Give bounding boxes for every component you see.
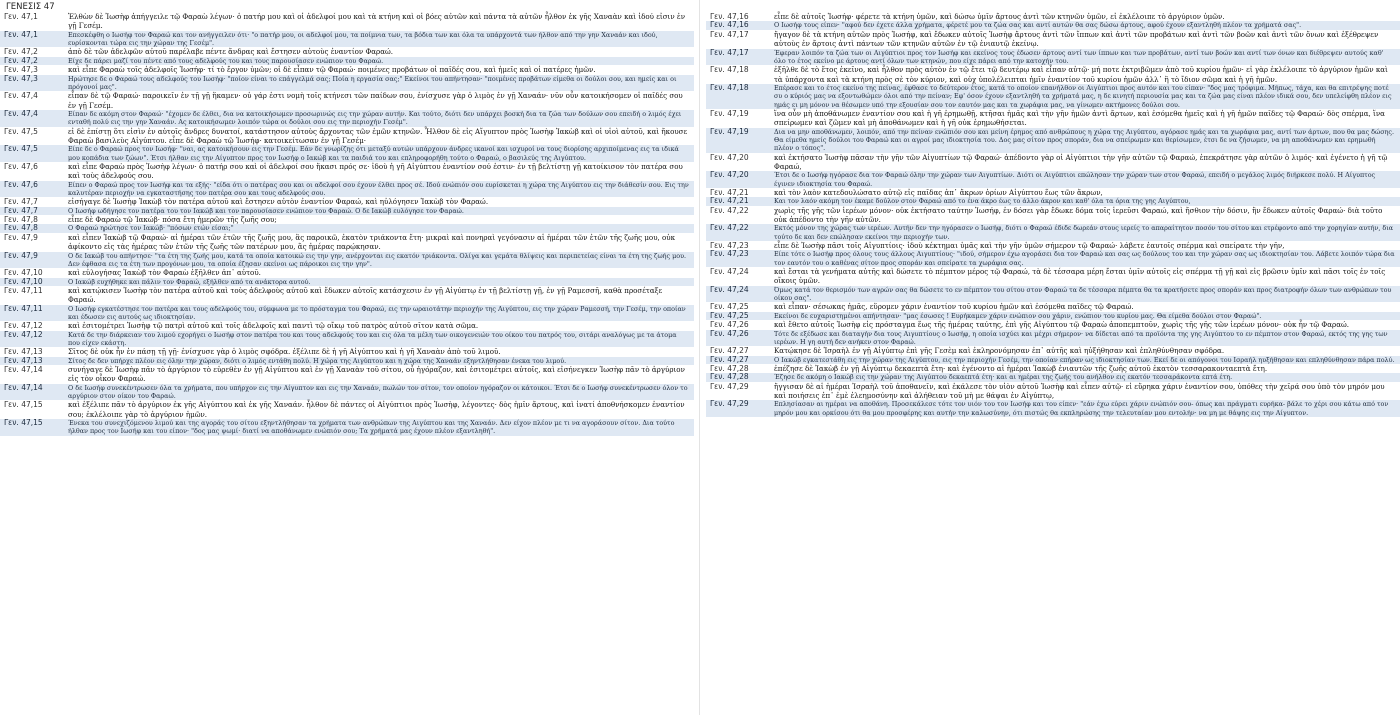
verse-text-modern: Είπε τότε ο Ιωσήφ προς όλους τους άλλους Αιγυπτίους· "ιδού, σήμερον έχω αγοράσει δια τον Φαραώ και σας ως δούλους του και την χώραν σας ως ιδιοκτησίαν του. Λάβετε λοιπόν τώρα δια τον εαυτόν του ο καθένας σίτον προς σποράν και σπείρατε τα χωράφια σας. <box>774 250 1395 267</box>
verse-reference: Γεν. 47,7 <box>4 205 38 215</box>
verse-row-modern <box>0 384 694 401</box>
verse-column-left <box>0 12 694 436</box>
verse-row-modern <box>0 181 694 198</box>
verse-row-ancient <box>0 162 694 181</box>
verse-row-modern <box>0 207 694 215</box>
verse-reference: Γεν. 47,12 <box>4 321 43 331</box>
verse-text-ancient: καὶ ἔσται τὰ γενήματα αὐτῆς καὶ δώσετε τὸ πέμπτον μέρος τῷ Φαραώ, τὰ δὲ τέσσαρα μέρη ἔσται ὑμῖν αὐτοῖς εἰς σπέρμα τῇ γῇ καὶ εἰς βρῶσιν ὑμῖν καὶ πᾶσι τοῖς ἐν τοῖς οἴκοις ὑμῶν. <box>774 267 1386 286</box>
verse-row-ancient <box>0 321 694 330</box>
verse-row-ancient <box>0 365 694 384</box>
verse-row-ancient <box>0 286 694 305</box>
verse-reference: Γεν. 47,28 <box>710 372 749 382</box>
verse-reference: Γεν. 47,17 <box>710 47 749 57</box>
verse-reference: Γεν. 47,8 <box>4 215 38 225</box>
verse-reference: Γεν. 47,19 <box>710 108 749 118</box>
verse-reference: Γεν. 47,15 <box>4 400 43 410</box>
verse-row-modern <box>706 197 1400 205</box>
verse-text-ancient: καὶ εὐλογήσας Ἰακὼβ τὸν Φαραὼ ἐξῆλθεν ἀπ᾿ αὐτοῦ. <box>68 268 261 278</box>
verse-text-modern: Εκτός μόνον της χώρας των ιερέων. Αυτήν δεν την ηγόρασεν ο Ιωσήφ, διότι ο Φαραώ έδιδε δωρεάν στους ιερείς το απαραίτητον ποσόν του σίτου και ετρέφοντο από την χορηγίαν αυτήν, δια τούτο δε και δεν επώλησαν εκείνοι την περιοχήν των. <box>774 224 1394 241</box>
verse-reference: Γεν. 47,20 <box>710 152 749 162</box>
verse-row-ancient <box>706 206 1400 225</box>
verse-text-ancient: καὶ εἶπε Φαραὼ τοῖς ἀδελφοῖς Ἰωσήφ· τί τὸ ἔργον ὑμῶν; οἱ δὲ εἶπαν τῷ Φαραώ· ποιμένες προβάτων οἱ παῖδές σου, καὶ ἡμεῖς καὶ οἱ πατέρες ἡμῶν. <box>68 65 596 75</box>
verse-reference: Γεν. 47,21 <box>710 196 749 206</box>
verse-row-modern <box>706 224 1400 241</box>
verse-text-ancient: καὶ τὸν λαὸν κατεδουλώσατο αὐτῷ εἰς παῖδας ἀπ᾿ ἄκρων ὁρίων Αἰγύπτου ἕως τῶν ἄκρων, <box>774 187 1103 197</box>
verse-reference: Γεν. 47,22 <box>710 223 749 233</box>
verse-row-modern <box>0 278 694 286</box>
verse-reference: Γεν. 47,16 <box>710 20 749 30</box>
verse-text-modern: Ο Ιωσήφ εγκατέστησε τον πατέρα και τους αδελφούς του, σύμφωνα με το πρόσταγμα του Φαραώ, εις την ωραιοτάτην περιοχήν της Αιγύπτου, εις την χώραν Ραμεσσή, την Γεσέμ, την οποίαν και έδωσεν εις αυτούς ως ιδιοκτησίαν. <box>68 304 686 321</box>
verse-reference: Γεν. 47,27 <box>710 346 749 356</box>
verse-reference: Γεν. 47,9 <box>4 232 38 242</box>
verse-reference: Γεν. 47,28 <box>710 363 749 373</box>
verse-text-ancient: εἶπε δὲ Φαραὼ τῷ Ἰακώβ· πόσα ἔτη ἡμερῶν τῆς ζωῆς σου; <box>68 215 277 225</box>
verse-text-modern: Είπε δε ο Φαραώ προς τον Ιωσήφ· "ναι, ας κατοικήσουν εις την Γεσέμ. Εάν δε γνωρίζης ότι μεταξύ αυτών υπάρχουν άνδρες ικανοί και ισχυροί να τους διορίσης αρχιποίμενας εις τα ιδικά μου κοπάδια των ζώων". Έτσι ήλθαν εις την Αίγυπτον προς τον Ιωσήφ ο Ιακώβ και τα παιδιά του και επληροφορήθη τούτο ο Φαραώ, ο βασιλεύς της Αιγύπτου. <box>68 145 679 162</box>
verse-reference: Γεν. 47,14 <box>4 364 43 374</box>
verse-row-modern <box>706 171 1400 188</box>
verse-reference: Γεν. 47,1 <box>4 12 38 21</box>
verse-row-modern <box>706 21 1400 29</box>
verse-row-ancient <box>0 127 694 146</box>
verse-row-modern <box>0 145 694 162</box>
verse-reference: Γεν. 47,27 <box>710 354 749 364</box>
verse-text-modern: Σίτος δε δεν υπήρχε πλέον εις όλην την χώραν, διότι ο λιμός εντάθη πολύ. Η χώρα της Αιγύπτου και η χώρα της Χαναάν εξηντλήθησαν ένεκα του λιμού. <box>68 356 567 365</box>
verse-reference: Γεν. 47,23 <box>710 249 749 259</box>
verse-text-modern: Και τον λαόν ακόμη τον έκαμε δούλον στον Φαραώ από το ένα άκρο έως το άλλο άκρον και καθ' όλα τα όρια της γης Αιγύπτου, <box>774 197 1191 206</box>
verse-reference: Γεν. 47,25 <box>710 302 749 312</box>
verse-row-ancient <box>0 347 694 356</box>
verse-text-modern: Ο Ιωσήφ τους είπεν· "αφού δεν έχετε άλλα χρήματα, φέρετέ μου τα ζώα σας και αντί αυτών θα σας δώσω άρτους, αφού έχουν εξαντληθή πλέον τα χρήματά σας". <box>774 21 1302 30</box>
verse-row-modern <box>706 84 1400 109</box>
verse-row-ancient <box>706 382 1400 401</box>
verse-text-modern: Ένεκα του συνεχιζόμενου λιμού και της αγοράς του σίτου εξηντλήθησαν τα χρήματα των ανθρώπων της Αιγύπτου και της Χαναάν. Δεν είχον πλέον με τι να αγοράσουν σίτον. Δια τούτο ήλθαν προς τον Ιωσήφ και του είπον· "δος μας ψωμί· διατί να αποθάνωμεν ενώπιόν σου; Τα χρήματά μας έχουν πλέον εξαντληθή". <box>68 419 675 436</box>
verse-text-ancient: εἰσήγαγε δὲ Ἰωσὴφ Ἰακὼβ τὸν πατέρα αὐτοῦ καὶ ἔστησεν αὐτὸν ἐναντίον Φαραώ, καὶ ηὐλόγησεν Ἰακὼβ τὸν Φαραώ. <box>68 197 489 207</box>
verse-reference: Γεν. 47,26 <box>710 328 749 338</box>
verse-text-ancient: καὶ ἐσιτομέτρει Ἰωσὴφ τῷ πατρὶ αὐτοῦ καὶ τοῖς ἀδελφοῖς καὶ παντὶ τῷ οἴκῳ τοῦ πατρὸς αὐτοῦ σῖτον κατὰ σῶμα. <box>68 321 479 331</box>
verse-text-ancient: καὶ εἶπε Φαραὼ πρὸς Ἰωσὴφ λέγων· ὁ πατήρ σου καὶ οἱ ἀδελφοί σου ἥκασι πρός σε· ἰδοὺ ἡ γῆ Αἰγύπτου ἐναντίον σού ἐστιν· ἐν τῇ βελτίστῃ γῇ κατοίκισον τὸν πατέρα σου καὶ τοὺς ἀδελφούς σου. <box>68 161 683 181</box>
verse-row-modern <box>0 357 694 365</box>
verse-text-modern: Ο Ιακώβ ευχήθηκε και πάλιν τον Φαραώ, εξήλθεν από τα ανάκτορα αυτού. <box>68 277 311 286</box>
verse-row-ancient <box>0 233 694 252</box>
verse-reference: Γεν. 47,24 <box>710 267 749 277</box>
verse-row-ancient <box>706 267 1400 286</box>
verse-text-ancient: ἤγγισαν δὲ αἱ ἡμέραι Ἰσραὴλ τοῦ ἀποθανεῖν, καὶ ἐκάλεσε τὸν υἱὸν αὐτοῦ Ἰωσὴφ καὶ εἶπεν αὐτῷ· εἰ εὕρηκα χάριν ἐναντίον σου, ὑπόθες τὴν χεῖρά σου ὑπὸ τὸν μηρόν μου καὶ ποιήσεις ἐπ᾿ ἐμὲ ἐλεημοσύνην καὶ ἀλήθειαν τοῦ μὴ με θάψαι ἐν Αἰγύπτῳ, <box>774 381 1385 400</box>
verse-reference: Γεν. 47,3 <box>4 65 38 75</box>
verse-reference: Γεν. 47,15 <box>4 418 43 428</box>
verse-text-modern: Είπεν ο Φαραώ προς τον Ιωσήφ και τα εξής· "είδα ότι ο πατέρας σου και οι αδελφοί σου έχουν έλθει προς σέ. Ιδού ενώπιόν σου ευρίσκεται η χώρα της Αιγύπτου εις την διάθεσίν σου. Εις την καλυτέραν περιοχήν να εγκαταστήσης τον πατέρα σου και τους αδελφούς σου. <box>68 180 689 198</box>
verse-row-ancient <box>706 302 1400 311</box>
verse-reference: Γεν. 47,17 <box>710 29 749 39</box>
verse-text-modern: Εκείνοι δε ευχαριστημένοι απήντησαν· "μας έσωσες ! Ευρήκαμεν χάριν ενώπιον σου χάριν, ενώπιον του κυρίου μας. Θα είμεθα δούλοι στον Φαραώ". <box>774 311 1262 320</box>
verse-reference: Γεν. 47,5 <box>4 144 38 154</box>
verse-row-modern <box>0 252 694 269</box>
chapter-heading: ΓΕΝΕΣΙΣ 47 <box>6 2 55 12</box>
verse-row-modern <box>706 373 1400 381</box>
verse-text-ancient: καὶ κατῴκισεν Ἰωσὴφ τὸν πατέρα αὐτοῦ καὶ τοὺς ἀδελφοὺς αὐτοῦ καὶ ἔδωκεν αὐτοῖς κατάσχεσιν ἐν γῇ Αἰγύπτῳ ἐν τῇ βελτίστῃ γῇ, ἐν γῇ Ραμεσσῆ, καθὰ προσέταξε Φαραώ. <box>68 285 663 305</box>
verse-row-modern <box>0 31 694 48</box>
verse-row-ancient <box>0 268 694 277</box>
verse-row-ancient <box>0 197 694 206</box>
verse-text-modern: Έτσι δε ο Ιωσήφ ηγόρασε δια τον Φαραώ όλην την χώραν των Αιγυπτίων. Διότι οι Αιγύπτιοι επώλησαν την χώραν των στον Φαραώ, επειδή ο μεγάλος λιμός διήρκεσε πολύ. Η Αίγυπτος έγινεν ιδιοκτησία του Φαραώ. <box>774 171 1376 188</box>
verse-reference: Γεν. 47,6 <box>4 179 38 189</box>
verse-text-ancient: εἶπαν δὲ τῷ Φαραώ· παροικεῖν ἐν τῇ γῇ ἥκαμεν· οὐ γάρ ἐστι νομὴ τοῖς κτήνεσι τῶν παίδων σου, ἐνίσχυσε γὰρ ὁ λιμὸς ἐν γῇ Χαναάν· νῦν οὖν κατοικήσομεν οἱ παῖδές σου ἐν γῇ Γεσέμ. <box>68 91 683 110</box>
verse-text-modern: Ο δε Ιωσήφ συνεκέντρωσεν όλα τα χρήματα, που υπήρχον εις την Αίγυπτον και εις την Χαναάν, πωλών τον σίτον, τον οποίον ηγόραζον οι κάτοικοι. Έτσι δε ο Ιωσήφ συνεκέντρωσεν όλον το αργύριον στον οίκον του Φαραώ. <box>68 383 688 401</box>
verse-row-ancient <box>706 188 1400 197</box>
verse-reference: Γεν. 47,4 <box>4 108 38 118</box>
verse-reference: Γεν. 47,11 <box>4 285 43 295</box>
verse-text-ancient: ἤγαγον δὲ τὰ κτήνη αὐτῶν πρὸς Ἰωσήφ, καὶ ἔδωκεν αὐτοῖς Ἰωσὴφ ἄρτους ἀντὶ τῶν ἵππων καὶ ἀντὶ τῶν προβάτων καὶ ἀντὶ τῶν βοῶν καὶ ἀντὶ τῶν ὄνων καὶ ἐξέθρεψεν αὐτοὺς ἐν ἄρτοις ἀντὶ πάντων τῶν κτηνῶν αὐτῶν ἐν τῷ ἐνιαυτῷ ἐκείνῳ. <box>774 29 1379 49</box>
verse-text-modern: Επλησίασαν αι ημέραι να αποθάνη. Προσεκάλεσε τότε τον υιόν του τον Ιωσήφ και του είπεν· "εάν έχω εύρει χάριν ενώπιόν σου- όπως και πράγματι ευρήκα- βάλε το χέρι σου κάτω από τον μηρόν μου και ορκίσου ότι θα μου προσφέρης και αυτήν την καλωσύνην, ότι πιστώς θα εκπληρώσης την τελευταίαν μου εντολήν· να μη με θάψης εις την Αίγυπτον. <box>774 400 1389 417</box>
verse-row-ancient <box>706 153 1400 172</box>
verse-row-ancient <box>706 364 1400 373</box>
verse-reference: Γεν. 47,14 <box>4 382 43 392</box>
verse-row-modern <box>706 400 1400 417</box>
verse-row-modern <box>706 312 1400 320</box>
verse-row-modern <box>706 49 1400 66</box>
verse-row-ancient <box>706 12 1400 21</box>
verse-reference: Γεν. 47,11 <box>4 303 43 313</box>
verse-reference: Γεν. 47,18 <box>710 82 749 92</box>
verse-reference: Γεν. 47,9 <box>4 250 38 260</box>
verse-reference: Γεν. 47,18 <box>710 65 749 75</box>
verse-row-modern <box>0 419 694 436</box>
verse-text-modern: Δια να μην αποθάνωμεν, λοιπόν, από την πείναν ενώπιόν σου και μείνη έρημος από ανθρώπους η χώρα της Αιγύπτου, αγόρασε ημάς και τα χωράφια μας, αντί των άρτων, που θα μας δώσης. Θα είμεθα ημείς δούλοι του Φαραώ και οι αγροί μας ιδιοκτησία του. Δος μας σίτον προς σποράν, δια να σπείρωμεν και θερίσωμεν, έτσι δε να ζήσωμεν, να μη αποθάνωμεν και ερημωθή πλέον ο τόπος". <box>774 127 1395 153</box>
verse-text-ancient: Ἐλθὼν δὲ Ἰωσὴφ ἀπήγγειλε τῷ Φαραὼ λέγων· ὁ πατήρ μου καὶ οἱ ἀδελφοί μου καὶ τὰ κτήνη καὶ οἱ βόες αὐτῶν καὶ πάντα τὰ αὐτῶν ἦλθον ἐκ γῆς Χαναὰν καὶ ἰδού εἰσιν ἐν γῇ Γεσέμ. <box>68 12 686 31</box>
verse-text-modern: Ο Ιακώβ εγκατεστάθη εις την χώραν της Αιγύπτου, εις την περιοχήν Γεσέμ, την οποίαν επήραν ως ιδιοκτησίαν των. Εκεί δε οι απόγονοι του Ισραήλ ηυξήθησαν και επληθύνθησαν πάρα πολύ. <box>774 355 1395 364</box>
verse-row-modern <box>0 110 694 127</box>
verse-row-ancient <box>706 30 1400 49</box>
verse-reference: Γεν. 47,29 <box>710 399 749 409</box>
verse-row-ancient <box>0 91 694 110</box>
verse-reference: Γεν. 47,7 <box>4 197 38 207</box>
verse-text-ancient: συνήγαγε δὲ Ἰωσὴφ πᾶν τὸ ἀργύριον τὸ εὑρεθὲν ἐν γῇ Αἰγύπτου καὶ ἐν γῇ Χαναὰν τοῦ σίτου, οὗ ἠγόραζον, καὶ ἐσιτομέτρει αὐτοῖς, καὶ εἰσήνεγκεν Ἰωσὴφ πᾶν τὸ ἀργύριον εἰς τὸν οἶκον Φαραώ. <box>68 364 685 384</box>
verse-reference: Γεν. 47,21 <box>710 187 749 197</box>
verse-row-modern <box>706 250 1400 267</box>
verse-reference: Γεν. 47,2 <box>4 55 38 65</box>
verse-text-modern: Είχε δε πάρει μαζί του πέντε από τους αδελφούς του και τους παρουσίασεν ενώπιον του Φαραώ. <box>68 56 384 65</box>
verse-row-ancient <box>0 47 694 56</box>
verse-reference: Γεν. 47,1 <box>4 29 38 39</box>
verse-text-modern: Επέρασε και το έτος εκείνο της πείνας, έφθασε το δεύτερον έτος, κατά το οποίον επανήλθον οι Αιγύπτιοι προς αυτόν και του είπαν· "δος μας τρόφιμα. Μήπως, τάχα, και θα επιτρέψης ποτέ συ ο κύριός μας να εξοντωθώμεν όλοι από την πείναν; Εφ' όσον έχουν εξαντληθή τα χρήματά μας, η δε κινητή περιουσία μας και τα ζώα μας είναι πλέον ιδικά σου, δεν υπελείφθη πλέον εις ημάς ει μη μόνον να θέσωμεν υπό την εξουσίαν σου τον εαυτόν μας και τα χωράφια μας, να γίνωμεν ακτήμονες δούλοι σου. <box>774 83 1392 109</box>
verse-reference: Γεν. 47,19 <box>710 126 749 136</box>
verse-reference: Γεν. 47,4 <box>4 91 38 101</box>
verse-reference: Γεν. 47,8 <box>4 223 38 233</box>
verse-reference: Γεν. 47,6 <box>4 161 38 171</box>
verse-text-modern: Ο δε Ιακώβ του απήντησε· "τα έτη της ζωής μου, κατά τα οποία κατοικώ εις την γην, ανέρχονται εις εκατόν τριάκοντα. Ολίγα και γεμάτα θλίψεις και περιπετείας είναι τα έτη της ζωής μου. Δεν έφθασα εις τα έτη των προγόνων μου, τα οποία έζησαν εκείνοι ως πάροικοι εις την γην". <box>68 251 687 268</box>
verse-text-modern: Έφεραν λοιπόν τα ζώα των οι Αιγύπτιοι προς τον Ιωσήφ και εκείνος τους έδωσεν άρτους αντί των ίππων και των προβάτων, αντί των βοών και αντί των όνων και διέθρεψεν αυτούς καθ' όλο το έτος εκείνο με άρτους αντί όλων των κτηνών, που είχε πάρει από την κατοχήν του. <box>774 48 1384 65</box>
verse-text-ancient: Κατῴκησε δὲ Ἰσραὴλ ἐν γῇ Αἰγύπτῳ ἐπὶ γῆς Γεσὲμ καὶ ἐκληρονόμησαν ἐπ᾿ αὐτῆς καὶ ηὐξήθησαν καὶ ἐπληθύνθησαν σφόδρα. <box>774 346 1225 356</box>
verse-text-ancient: ἀπὸ δὲ τῶν ἀδελφῶν αὐτοῦ παρέλαβε πέντε ἄνδρας καὶ ἔστησεν αὐτοὺς ἐναντίον Φαραώ. <box>68 47 394 57</box>
verse-row-ancient <box>706 109 1400 128</box>
verse-row-modern <box>0 224 694 232</box>
verse-text-ancient: καὶ εἶπεν Ἰακὼβ τῷ Φαραώ· αἱ ἡμέραι τῶν ἐτῶν τῆς ζωῆς μου, ἃς παροικῶ, ἑκατὸν τριάκοντα ἔτη· μικραὶ καὶ πονηραὶ γεγόνασιν αἱ ἡμέραι τῶν ἐτῶν τῆς ζωῆς μου, οὐκ ἀφίκοντο εἰς τὰς ἡμέρας τῶν ἐτῶν τῆς ζωῆς τῶν πατέρων μου, ἃς ἡμέρας παρῴκησαν. <box>68 232 676 252</box>
verse-text-modern: Επεσκέφθη ο Ιωσήφ τον Φαραώ και τον ανήγγειλεν ότι· "ο πατήρ μου, οι αδελφοί μου, τα ποίμνια των, τα βόδια των και όλα τα υπάρχοντά των ήλθον από την γην Χαναάν και ιδού, ευρίσκονται τώρα εις την χώραν της Γεσέμ". <box>68 30 658 48</box>
verse-text-ancient: ἵνα οὖν μὴ ἀποθάνωμεν ἐναντίον σου καὶ ἡ γῆ ἐρημωθῇ, κτῆσαι ἡμᾶς καὶ τὴν γῆν ἡμῶν ἀντὶ ἄρτων, καὶ ἐσόμεθα ἡμεῖς καὶ ἡ γῆ ἡμῶν παῖδες τῷ Φαραώ· δὸς σπέρμα, ἵνα σπείρωμεν καὶ ζῶμεν καὶ μὴ ἀποθάνωμεν καὶ ἡ γῆ οὐκ ἐρημωθήσεται. <box>774 108 1385 128</box>
verse-reference: Γεν. 47,20 <box>710 170 749 180</box>
verse-row-modern <box>706 330 1400 347</box>
verse-text-modern: Είπαν δε ακόμη στον Φαραώ· "έχομεν δε έλθει, δια να κατοικήσωμεν προσωρινώς εις την χώραν αυτήν. Και τούτο, διότι δεν υπάρχει βοσκή δια τα ζώα των δούλων σου επειδή ο λιμός έχει ενταθή πολύ εις την γην Χαναάν. Ας κατοικήσωμεν λοιπόν τώρα οι δούλοι σου εις την περιοχήν Γεσέμ". <box>68 109 682 127</box>
column-divider <box>699 0 700 715</box>
verse-row-ancient <box>0 65 694 74</box>
verse-reference: Γεν. 47,13 <box>4 347 43 357</box>
verse-reference: Γεν. 47,22 <box>710 205 749 215</box>
verse-text-ancient: χωρὶς τῆς γῆς τῶν ἱερέων μόνον· οὐκ ἐκτήσατο ταύτην Ἰωσήφ, ἐν δόσει γὰρ ἔδωκε δόμα τοῖς ἱερεῦσι Φαραώ, καὶ ἤσθιον τὴν δόσιν, ἣν ἔδωκεν αὐτοῖς Φαραώ· διὰ τοῦτο οὐκ ἀπέδοντο τὴν γῆν αὐτῶν. <box>774 205 1383 225</box>
verse-text-modern: Έζησε δε ακόμη ο Ιακώβ εις την χώραν της Αιγύπτου δεκαεπτά έτη· και αι ημέραι της ζωής του ανήλθον εις εκατόν τεσσαράκοντα επτά έτη. <box>774 373 1233 382</box>
verse-reference: Γεν. 47,16 <box>710 12 749 21</box>
verse-row-ancient <box>706 65 1400 84</box>
verse-text-modern: Κατά δε την διάρκειαν του λιμού εχορήγει ο Ιωσήφ στον πατέρα του και τους αδελφούς του και εις όλα τα μέλη των οικογενειών του οίκου του πατρός του, σιτάρι αναλόγως με τα άτομα που είχεν εκάστη. <box>68 330 677 347</box>
verse-reference: Γεν. 47,5 <box>4 126 38 136</box>
verse-row-modern <box>706 286 1400 303</box>
verse-reference: Γεν. 47,25 <box>710 310 749 320</box>
verse-text-modern: Ο Φαραώ ηρώτησε τον Ιακώβ· "πόσων ετών είσαι;" <box>68 224 234 233</box>
verse-row-ancient <box>706 320 1400 329</box>
verse-row-ancient <box>0 400 694 419</box>
verse-row-ancient <box>706 346 1400 355</box>
verse-text-ancient: καὶ εἶπαν· σέσωκας ἡμᾶς, εὕρομεν χάριν ἐναντίον τοῦ κυρίου ἡμῶν καὶ ἐσόμεθα παῖδες τῷ Φαραώ. <box>774 302 1134 312</box>
verse-row-modern <box>0 75 694 92</box>
verse-reference: Γεν. 47,26 <box>710 320 749 330</box>
verse-reference: Γεν. 47,12 <box>4 329 43 339</box>
verse-reference: Γεν. 47,10 <box>4 268 43 278</box>
verse-reference: Γεν. 47,3 <box>4 73 38 83</box>
verse-text-ancient: εἶπε δὲ αὐτοῖς Ἰωσήφ· φέρετε τὰ κτήνη ὑμῶν, καὶ δώσω ὑμῖν ἄρτους ἀντὶ τῶν κτηνῶν ὑμῶν, εἰ ἐκλέλοιπε τὸ ἀργύριον ὑμῶν. <box>774 12 1225 21</box>
verse-reference: Γεν. 47,24 <box>710 284 749 294</box>
verse-row-ancient <box>0 12 694 31</box>
verse-text-ancient: Σῖτος δὲ οὐκ ἦν ἐν πάσῃ τῇ γῇ· ἐνίσχυσε γὰρ ὁ λιμὸς σφόδρα. ἐξέλιπε δὲ ἡ γῆ Αἰγύπτου καὶ ἡ γῆ Χαναὰν ἀπὸ τοῦ λιμοῦ. <box>68 347 501 357</box>
verse-row-modern <box>706 128 1400 153</box>
verse-reference: Γεν. 47,10 <box>4 276 43 286</box>
verse-text-modern: Όμως κατά τον θερισμόν των αγρών σας θα δώσετε το εν πέμπτον του σίτου στον Φαραώ τα δε τέσσαρα πέμπτα θα τα κρατήσετε προς σποράν και προς διατροφήν όλων των ανθρώπων του οίκου σας". <box>774 285 1392 303</box>
verse-text-ancient: εἶπε δὲ Ἰωσὴφ πᾶσι τοῖς Αἰγυπτίοις· ἰδοὺ κέκτημαι ὑμᾶς καὶ τὴν γῆν ὑμῶν σήμερον τῷ Φαραώ· λάβετε ἑαυτοῖς σπέρμα καὶ σπείρατε τὴν γῆν, <box>774 241 1285 251</box>
verse-row-modern <box>0 305 694 322</box>
verse-text-ancient: ἐπέζησε δὲ Ἰακὼβ ἐν γῇ Αἰγύπτῳ δεκαεπτὰ ἔτη· καὶ ἐγένοντο αἱ ἡμέραι Ἰακὼβ ἐνιαυτῶν τῆς ζωῆς αὐτοῦ ἑκατὸν τεσσαρακονταεπτὰ ἔτη. <box>774 363 1268 373</box>
verse-reference: Γεν. 47,2 <box>4 47 38 57</box>
verse-row-modern <box>0 331 694 348</box>
verse-text-ancient: εἰ δὲ ἐπίστῃ ὅτι εἰσὶν ἐν αὐτοῖς ἄνδρες δυνατοί, κατάστησον αὐτοὺς ἄρχοντας τῶν ἐμῶν κτηνῶν. Ἦλθον δὲ εἰς Αἴγυπτον πρὸς Ἰωσὴφ Ἰακὼβ καὶ οἱ υἱοὶ αὐτοῦ, καὶ ἤκουσε Φαραὼ βασιλεὺς Αἰγύπτου. εἶπε δὲ Φαραὼ τῷ Ἰωσήφ· κατοικείτωσαν ἐν γῇ Γεσέμ· <box>68 126 688 145</box>
verse-text-modern: Ηρώτησε δε ο Φαραώ τους αδελφούς του Ιωσήφ· "ποίον είναι το επάγγελμά σας; Ποία η εργασία σας;" Εκείνοι του απήντησαν· "ποιμένες προβάτων είμεθα οι δούλοι σου, και ημείς και οι πρόγονοί μας". <box>68 74 677 91</box>
verse-text-modern: Ο Ιωσήφ ωδήγησε τον πατέρα του τον Ιακώβ και τον παρουσίασεν ενώπιον του Φαραώ. Ο δε Ιακώβ ευλόγησε τον Φαραώ. <box>68 206 464 215</box>
verse-row-modern <box>706 356 1400 364</box>
verse-text-modern: Τότε δε εξέδωσε και διαταγήν δια τους Αιγυπτίους ο Ιωσήφ, η οποία ισχύει και μέχρι σήμερον· να δίδεται από τα προϊόντα της γης Αιγύπτου το εν πέμπτον στον Φαραώ, εκτός της γης των ιερέων. Η γη αυτή δεν ανήκεν στον Φαραώ. <box>774 329 1388 346</box>
verse-text-ancient: καὶ ἐκτήσατο Ἰωσὴφ πᾶσαν τὴν γῆν τῶν Αἰγυπτίων τῷ Φαραώ· ἀπέδοντο γὰρ οἱ Αἰγύπτιοι τὴν γῆν αὐτῶν τῷ Φαραώ, ἐπεκράτησε γὰρ αὐτῶν ὁ λιμός· καὶ ἐγένετο ἡ γῆ τῷ Φαραώ, <box>774 152 1388 171</box>
verse-text-ancient: καὶ ἐξέλιπε πᾶν τὸ ἀργύριον ἐκ γῆς Αἰγύπτου καὶ ἐκ γῆς Χαναάν. ἦλθον δὲ πάντες οἱ Αἰγύπτιοι πρὸς Ἰωσὴφ, λέγοντες· δὸς ἡμῖν ἄρτους, καὶ ἱνατί ἀποθνήσκομεν ἐναντίον σου; ἐκλέλοιπε γὰρ τὸ ἀργύριον ἡμῶν. <box>68 400 685 419</box>
verse-reference: Γεν. 47,23 <box>710 241 749 251</box>
verse-reference: Γεν. 47,29 <box>710 381 749 391</box>
verse-reference: Γεν. 47,13 <box>4 355 43 365</box>
verse-column-right <box>706 12 1400 417</box>
verse-text-ancient: ἐξῆλθε δὲ τὸ ἔτος ἐκεῖνο, καὶ ἦλθον πρὸς αὐτὸν ἐν τῷ ἔτει τῷ δευτέρῳ καὶ εἶπαν αὐτῷ· μή ποτε ἐκτριβῶμεν ἀπὸ τοῦ κυρίου ἡμῶν· εἰ γὰρ ἐκλέλοιπε τὸ ἀργύριον ἡμῶν καὶ τὰ ὑπάρχοντα καὶ τὰ κτήνη πρὸς σὲ τὸν κύριον, καὶ οὐχ ὑπολέλειπται ἡμῖν ἐναντίον τοῦ κυρίου ἡμῶν ἀλλ᾿ ἢ τὸ ἴδιον σῶμα καὶ ἡ γῆ ἡμῶν. <box>774 65 1388 84</box>
verse-text-ancient: καὶ ἔθετο αὐτοῖς Ἰωσὴφ εἰς πρόσταγμα ἕως τῆς ἡμέρας ταύτης, ἐπὶ γῆς Αἰγύπτου τῷ Φαραὼ ἀποπεμπτοῦν, χωρὶς τῆς γῆς τῶν ἱερέων μόνον· οὐκ ἦν τῷ Φαραώ. <box>774 320 1350 330</box>
verse-row-modern <box>0 57 694 65</box>
